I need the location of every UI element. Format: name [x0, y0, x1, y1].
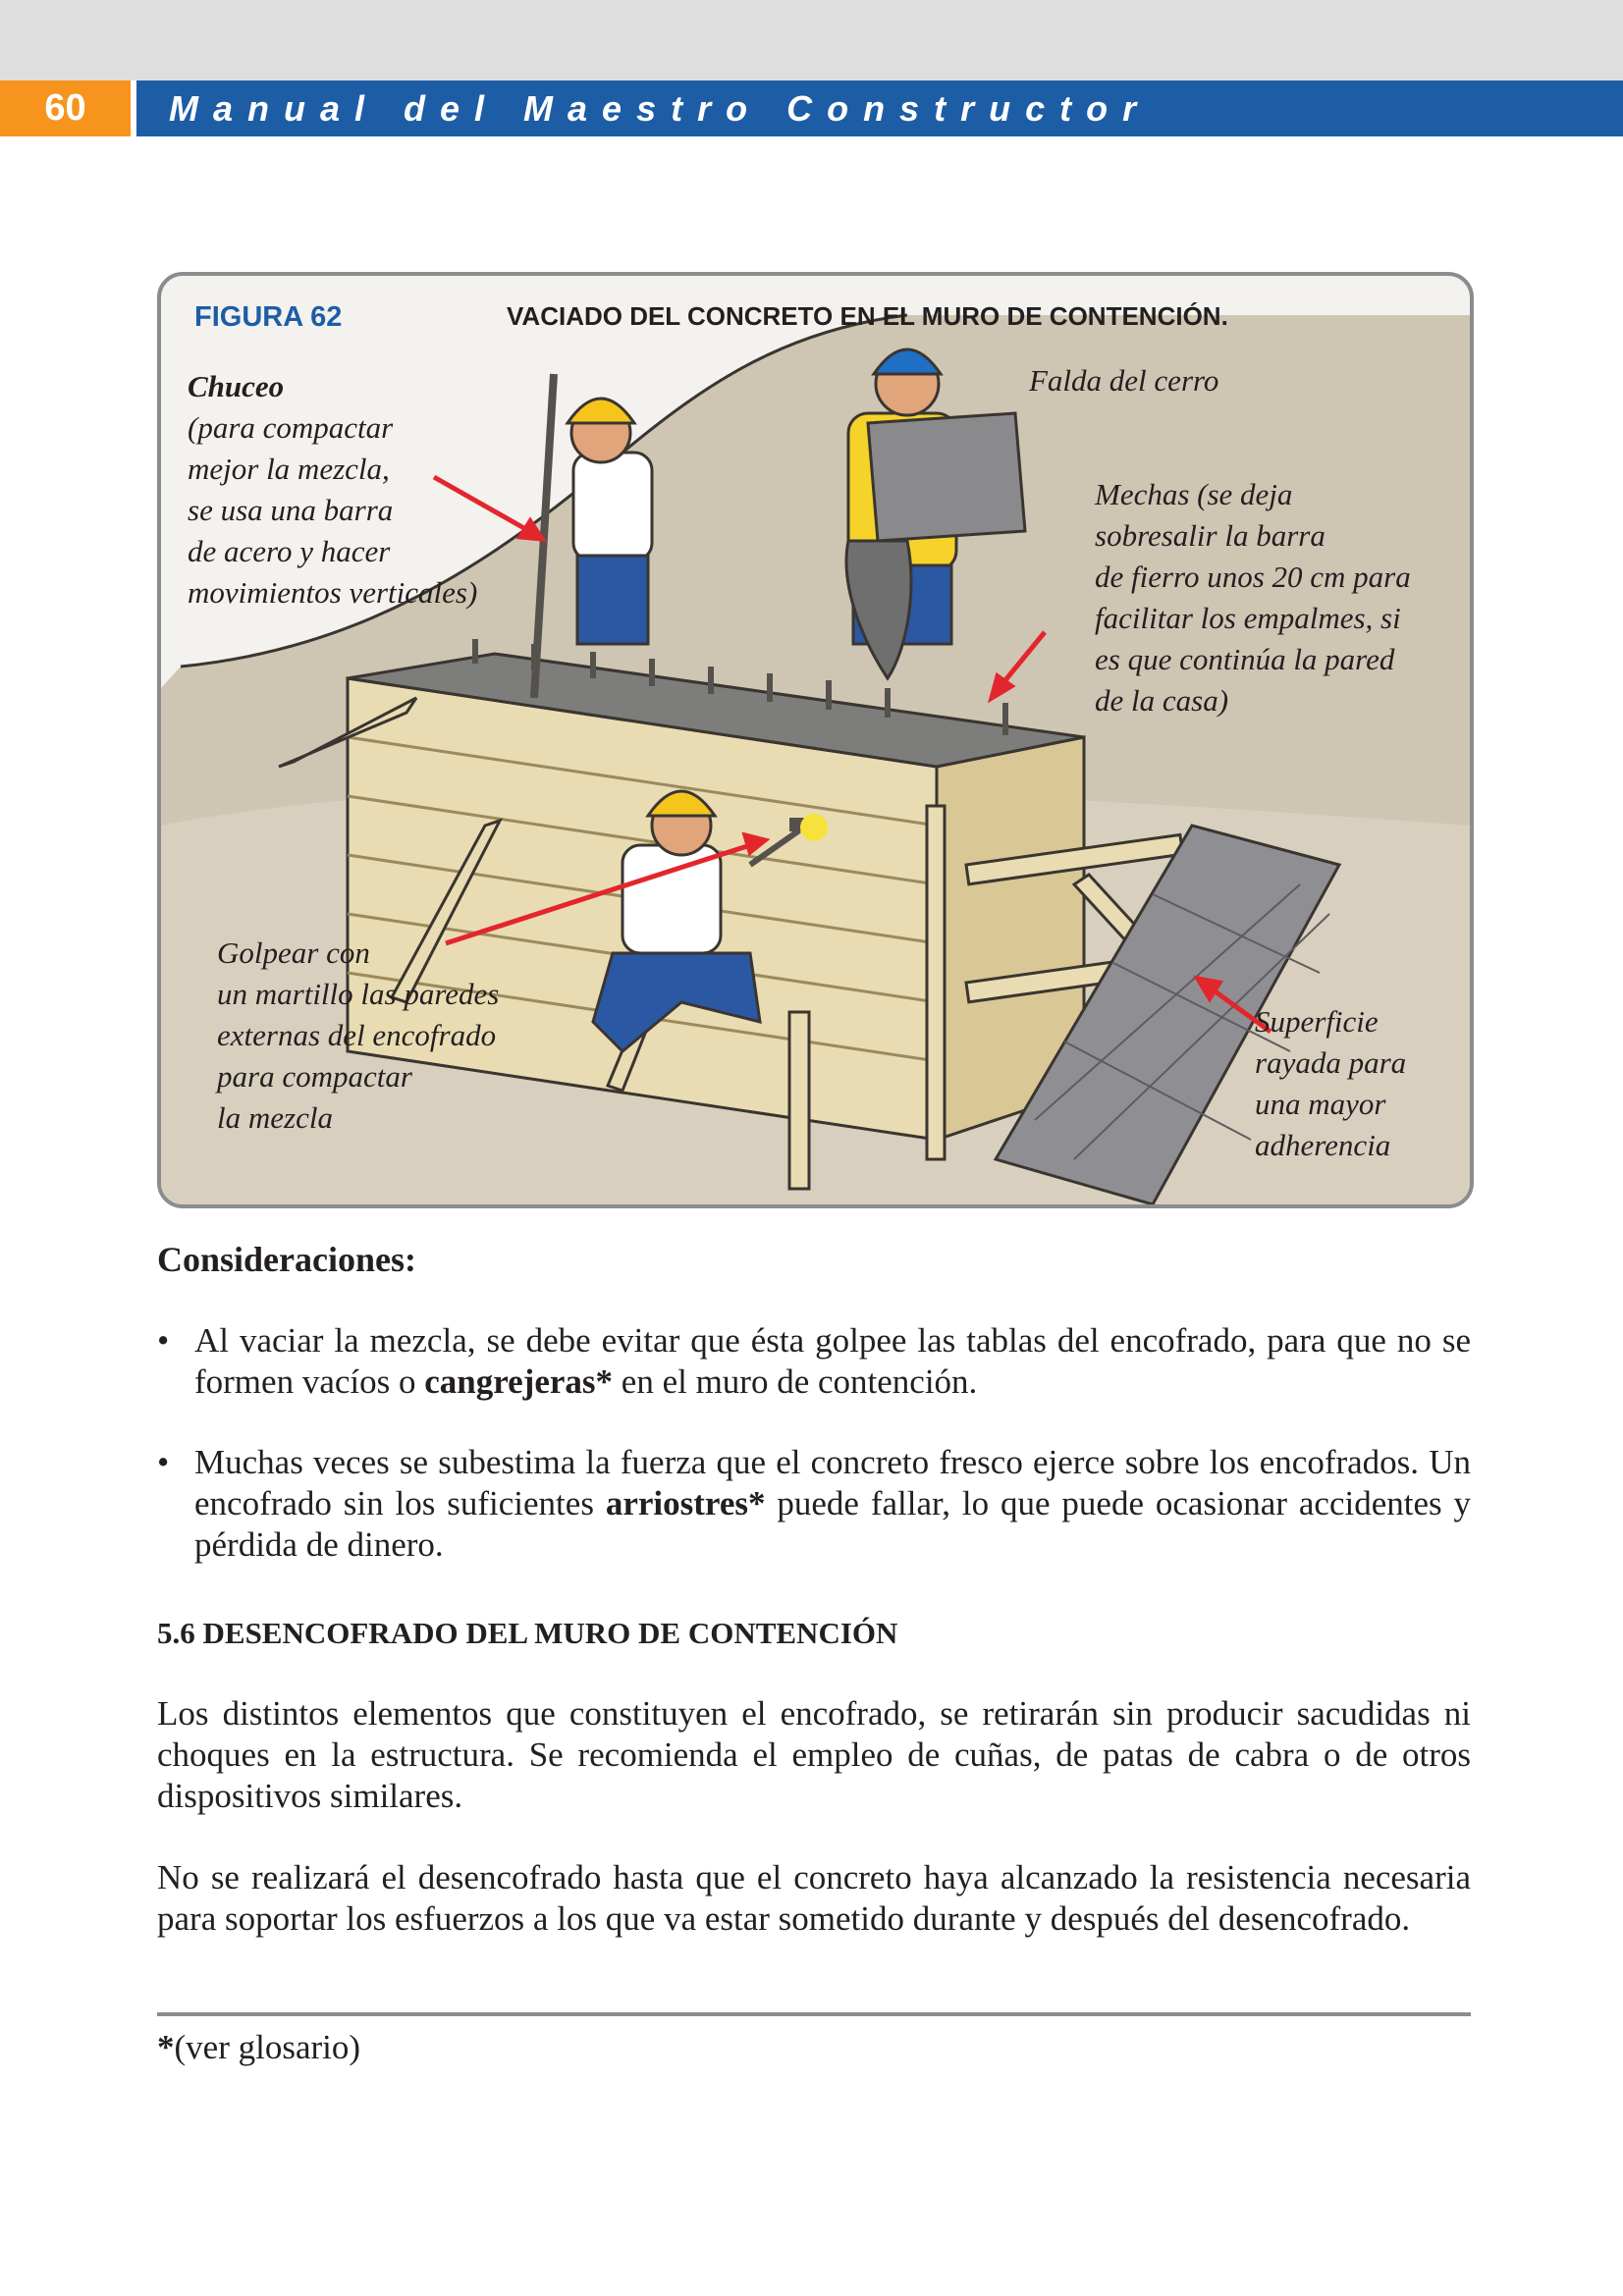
annotation-mechas	[1095, 474, 1411, 721]
paragraph: No se realizará el desencofrado hasta que el concreto haya alcanzado la resistencia necesaria para soportar los esfuerzos a los que va estar sometido durante y después del desencofrado.	[157, 1858, 1471, 1938]
annotation-line: para compactar	[217, 1059, 412, 1094]
annotation-line: de fierro unos 20 cm para	[1095, 560, 1411, 594]
annotation-line: Superficie	[1255, 1004, 1379, 1039]
annotation-line: Golpear con	[217, 935, 370, 970]
annotation-line: movimientos verticales)	[188, 575, 478, 610]
annotation-golpear	[217, 933, 499, 1139]
annotation-line: rayada para	[1255, 1045, 1407, 1080]
annotation-chuceo-title: Chuceo	[188, 369, 285, 403]
annotation-line: facilitar los empalmes, si	[1095, 601, 1401, 635]
considerations-heading: Consideraciones:	[157, 1240, 416, 1279]
bullet-marker: •	[157, 1321, 170, 1360]
list-item	[157, 1442, 1471, 1566]
page-number: 60	[0, 80, 131, 136]
annotation-line: adherencia	[1255, 1128, 1391, 1162]
glossary-term: cangrejeras*	[424, 1362, 614, 1401]
annotation-line: de acero y hacer	[188, 534, 391, 568]
annotation-falda-text: Falda del cerro	[1029, 363, 1219, 398]
annotation-falda	[1029, 360, 1218, 401]
header-gap	[131, 80, 136, 136]
considerations-list	[157, 1320, 1471, 1605]
annotation-line: se usa una barra	[188, 493, 394, 527]
footnote-star: *	[157, 2028, 175, 2066]
bullet-text: puede fallar, lo que puede ocasionar accidentes y pérdida de dinero.	[194, 1484, 1472, 1564]
annotation-line: externas del encofrado	[217, 1018, 497, 1052]
annotation-line: (para compactar	[188, 410, 394, 445]
figure-62-panel	[157, 272, 1474, 1208]
section-heading: 5.6 DESENCOFRADO DEL MURO DE CONTENCIÓN	[157, 1616, 898, 1650]
top-gray-band	[0, 0, 1623, 80]
annotation-line: de la casa)	[1095, 683, 1229, 718]
annotation-line: es que continúa la pared	[1095, 642, 1395, 676]
annotation-line: sobresalir la barra	[1095, 518, 1325, 553]
annotation-chuceo	[188, 366, 477, 614]
figure-title: VACIADO DEL CONCRETO EN EL MURO DE CONTENCIÓN.	[507, 301, 1228, 331]
bullet-text: Al vaciar la mezcla, se debe evitar que ésta golpee las tablas del encofrado, para que no se formen vacíos o	[194, 1321, 1471, 1401]
annotation-line: la mezcla	[217, 1100, 333, 1135]
annotation-superficie	[1255, 1001, 1406, 1166]
bullet-marker: •	[157, 1443, 170, 1481]
annotation-line: un martillo las paredes	[217, 977, 500, 1011]
footnote	[157, 2028, 360, 2067]
footnote-text: (ver glosario)	[174, 2028, 361, 2066]
footnote-divider	[157, 2012, 1471, 2016]
annotation-line: una mayor	[1255, 1087, 1386, 1121]
glossary-term: arriostres*	[605, 1484, 766, 1522]
figure-label: FIGURA 62	[194, 301, 343, 333]
annotation-line: Mechas (se deja	[1095, 477, 1293, 511]
bullet-text: Muchas veces se subestima la fuerza que el concreto fresco ejerce sobre los encofrados. Un encofrado sin los suficientes	[194, 1443, 1471, 1522]
book-title: Manual del Maestro Constructor	[169, 88, 1152, 129]
list-item	[157, 1320, 1471, 1403]
paragraph: Los distintos elementos que constituyen el encofrado, se retirarán sin producir sacudidas ni choques en la estructura. Se recomienda el empleo de cuñas, de patas de cabra o de otros dispositivos similares.	[157, 1694, 1471, 1815]
bullet-text: en el muro de contención.	[613, 1362, 978, 1401]
annotation-line: mejor la mezcla,	[188, 452, 390, 486]
